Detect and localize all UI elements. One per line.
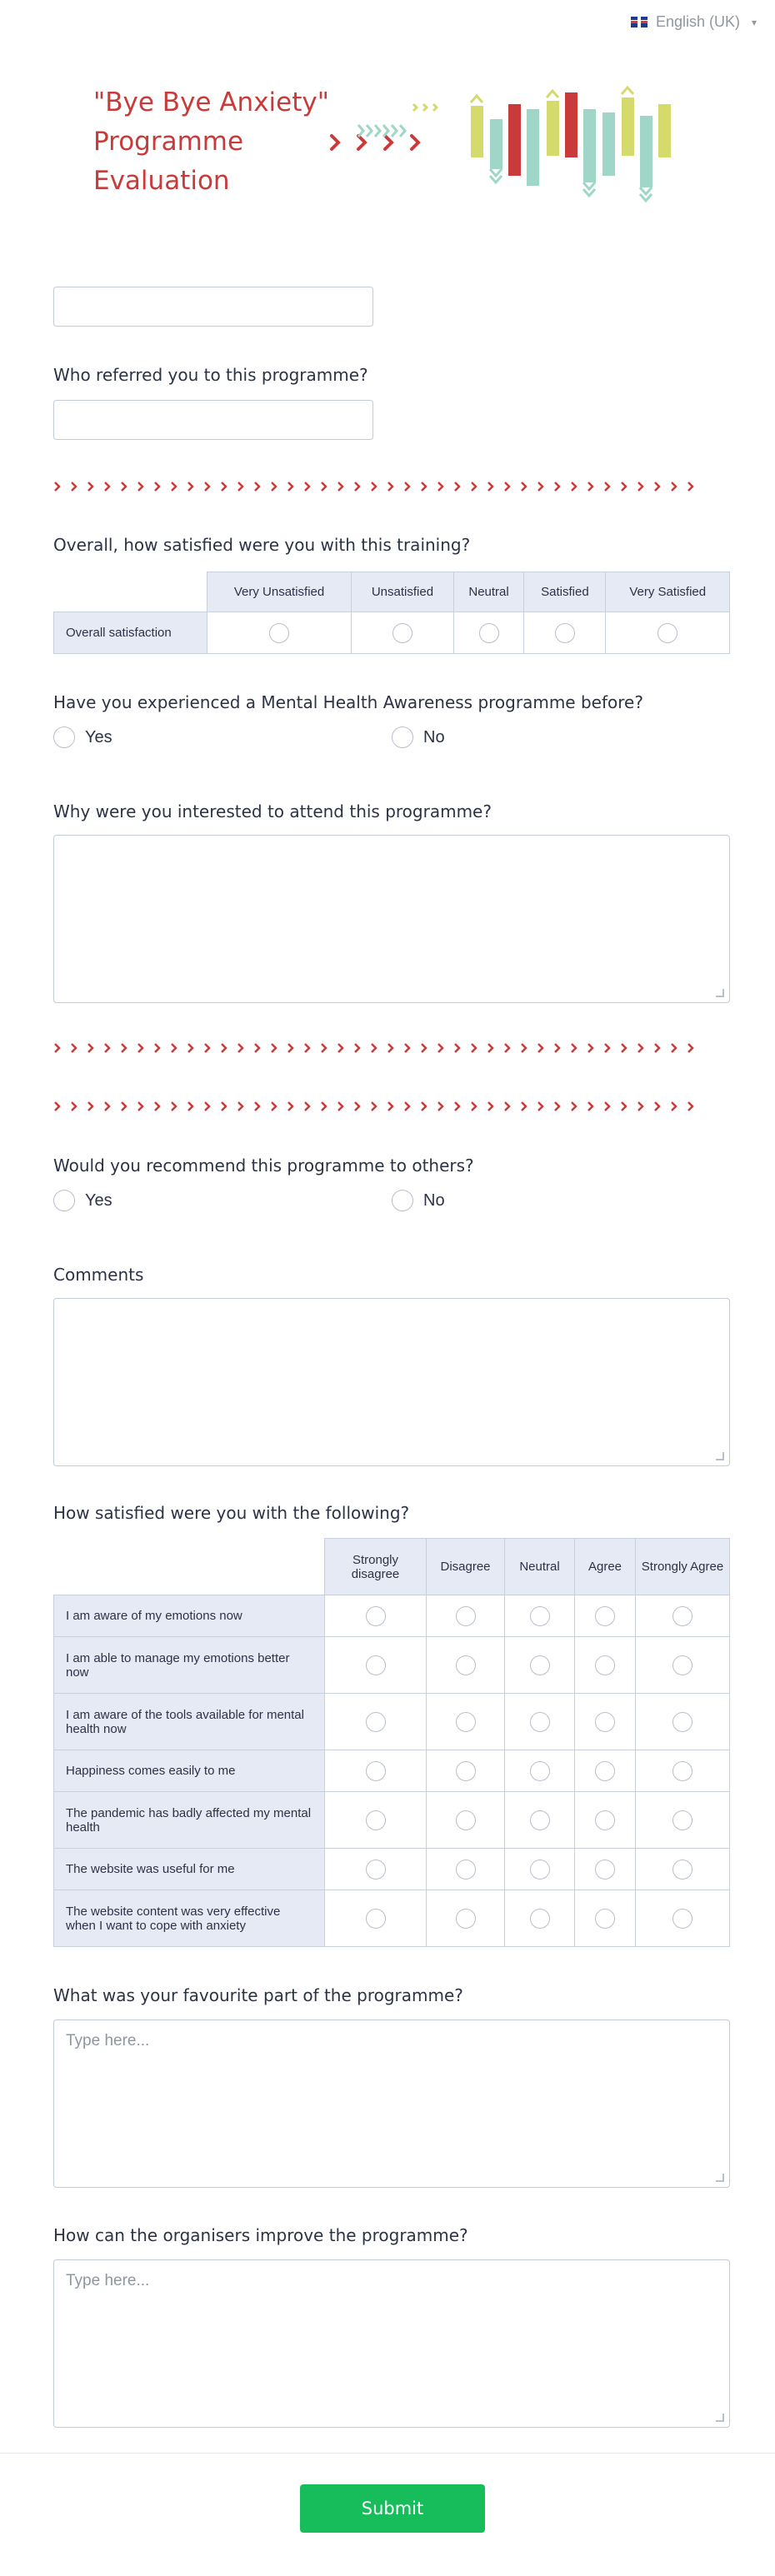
radio-button[interactable] [366,1655,386,1675]
radio-button[interactable] [366,1810,386,1830]
radio-button[interactable] [595,1909,615,1929]
column-header: Very Satisfied [606,572,730,612]
experienced-question [53,692,730,712]
experienced-options [53,726,730,748]
radio-button[interactable] [672,1909,692,1929]
radio-button[interactable] [530,1606,550,1626]
footer-divider [0,2453,775,2454]
radio-button[interactable] [392,726,413,748]
improve-question [53,2225,730,2245]
radio-button[interactable] [595,1712,615,1732]
row-header: The website content was very effective when I want to cope with anxiety [54,1890,325,1947]
radio-button[interactable] [479,623,499,643]
column-header: Unsatisfied [352,572,454,612]
following-question [53,1503,730,1523]
satisfaction-label: Overall, how satisfied were you with this training? [53,535,471,555]
form-title [93,83,343,201]
radio-button[interactable] [53,1190,75,1211]
form-title-line-1: "Bye Bye Anxiety" [93,87,329,117]
resize-handle-icon[interactable] [716,2414,724,2422]
satisfaction-matrix [53,572,730,654]
radio-button[interactable] [672,1810,692,1830]
option-label: No [423,727,445,746]
radio-button[interactable] [456,1810,476,1830]
radio-button[interactable] [530,1655,550,1675]
form-title-line-3: Evaluation [93,166,230,196]
radio-button[interactable] [456,1860,476,1880]
radio-button[interactable] [595,1655,615,1675]
experienced-no-option[interactable] [392,726,730,748]
radio-button[interactable] [595,1761,615,1781]
row-header: I am aware of my emotions now [54,1595,325,1637]
language-label: English (UK) [655,13,740,30]
column-header: Very Unsatisfied [208,572,352,612]
radio-button[interactable] [366,1761,386,1781]
submit-button[interactable]: Submit [300,2484,485,2533]
radio-button[interactable] [595,1810,615,1830]
resize-handle-icon[interactable] [716,2174,724,2182]
column-header: Strongly Agree [636,1539,730,1595]
name-input[interactable] [53,287,373,327]
radio-button[interactable] [672,1860,692,1880]
radio-button[interactable] [53,726,75,748]
radio-button[interactable] [269,623,289,643]
radio-button[interactable] [595,1860,615,1880]
option-label: No [423,1191,445,1210]
following-label: How satisfied were you with the following? [53,1503,410,1523]
form-title-line-2: Programme [93,127,244,157]
chevron-divider [53,478,703,495]
radio-button[interactable] [530,1761,550,1781]
comments-question [53,1265,730,1285]
radio-button[interactable] [595,1606,615,1626]
recommend-label: Would you recommend this programme to others? [53,1156,474,1176]
column-header: Disagree [427,1539,505,1595]
radio-button[interactable] [366,1606,386,1626]
radio-button[interactable] [392,623,412,643]
radio-button[interactable] [530,1810,550,1830]
table-row [54,1849,730,1890]
comments-label: Comments [53,1265,144,1285]
radio-button[interactable] [456,1761,476,1781]
header-banner-illustration [325,79,700,212]
radio-button[interactable] [456,1655,476,1675]
column-header: Neutral [505,1539,575,1595]
row-header: Overall satisfaction [54,612,208,654]
recommend-question [53,1156,730,1176]
radio-button[interactable] [672,1606,692,1626]
table-row [54,1637,730,1694]
radio-button[interactable] [672,1712,692,1732]
recommend-options [53,1190,730,1211]
comments-textarea[interactable] [53,1298,730,1466]
table-row [54,1595,730,1637]
radio-button[interactable] [366,1909,386,1929]
radio-button[interactable] [530,1712,550,1732]
recommend-yes-option[interactable] [53,1190,392,1211]
chevron-down-icon: ▾ [751,16,757,28]
radio-button[interactable] [555,623,575,643]
recommend-no-option[interactable] [392,1190,730,1211]
row-header: The website was useful for me [54,1849,325,1890]
table-row [54,1750,730,1792]
chevron-divider [53,1040,703,1056]
experienced-yes-option[interactable] [53,726,392,748]
referred-question [53,365,730,385]
row-header: I am able to manage my emotions better now [54,1637,325,1694]
favourite-label: What was your favourite part of the programme? [53,1985,463,2005]
column-header: Satisfied [524,572,606,612]
radio-button[interactable] [672,1761,692,1781]
radio-button[interactable] [456,1712,476,1732]
referred-input[interactable] [53,400,373,440]
radio-button[interactable] [456,1606,476,1626]
favourite-textarea[interactable] [53,2019,730,2188]
table-row [54,1694,730,1750]
satisfaction-question [53,535,730,555]
interest-textarea[interactable] [53,835,730,1003]
chevron-divider [53,1098,703,1115]
referred-label: Who referred you to this programme? [53,365,368,385]
radio-button[interactable] [658,623,678,643]
table-row [54,1890,730,1947]
language-selector[interactable] [631,13,757,31]
option-label: Yes [85,727,112,746]
column-header: Neutral [453,572,524,612]
table-row [54,1792,730,1849]
row-header: Happiness comes easily to me [54,1750,325,1792]
radio-button[interactable] [456,1909,476,1929]
uk-flag-icon [631,17,648,27]
radio-button[interactable] [366,1712,386,1732]
row-header: The pandemic has badly affected my mental health [54,1792,325,1849]
column-header: Strongly disagree [325,1539,427,1595]
improve-textarea[interactable] [53,2259,730,2428]
following-matrix [53,1538,730,1947]
favourite-question [53,1985,730,2005]
radio-button[interactable] [672,1655,692,1675]
column-header: Agree [575,1539,636,1595]
radio-button[interactable] [530,1860,550,1880]
textarea-placeholder: Type here... [66,2272,150,2289]
experienced-label: Have you experienced a Mental Health Awareness programme before? [53,692,643,712]
interest-label: Why were you interested to attend this programme? [53,801,492,821]
interest-question [53,801,730,821]
form-header [93,83,343,201]
row-header: I am aware of the tools available for mental health now [54,1694,325,1750]
radio-button[interactable] [392,1190,413,1211]
improve-label: How can the organisers improve the programme? [53,2225,468,2245]
textarea-placeholder: Type here... [66,2032,150,2049]
radio-button[interactable] [530,1909,550,1929]
resize-handle-icon[interactable] [716,989,724,997]
resize-handle-icon[interactable] [716,1452,724,1460]
radio-button[interactable] [366,1860,386,1880]
option-label: Yes [85,1191,112,1210]
